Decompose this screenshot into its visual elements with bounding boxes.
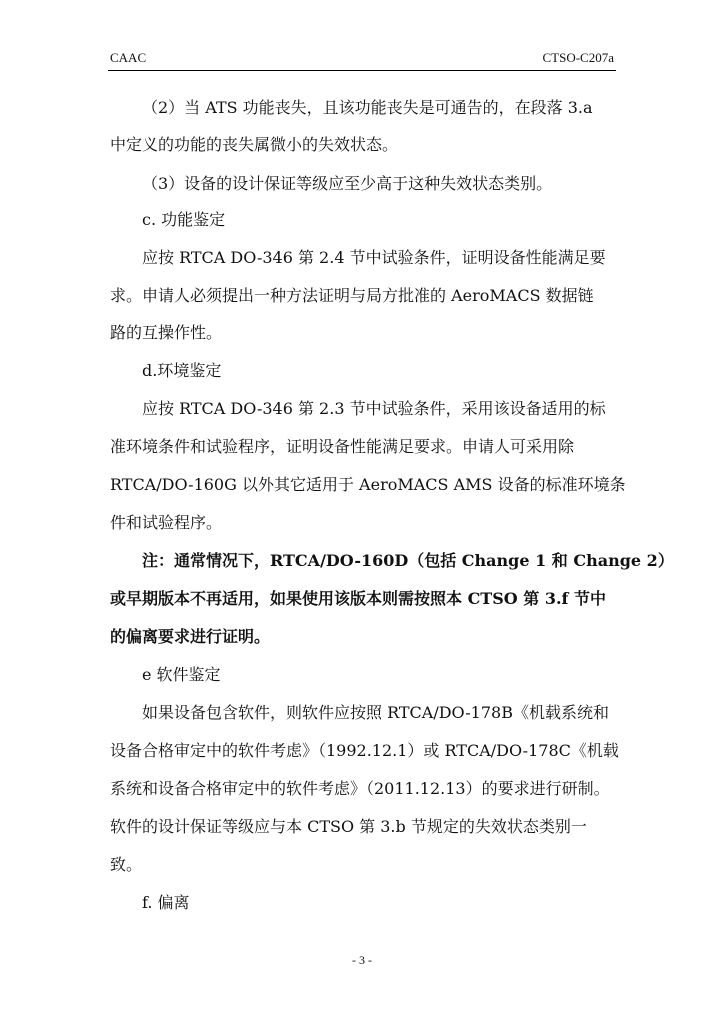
page-number: - 3 -	[352, 953, 372, 967]
paragraph-line: 应按 RTCA DO-346 第 2.3 节中试验条件，采用该设备适用的标	[142, 399, 606, 418]
paragraph-line: RTCA/DO-160G 以外其它适用于 AeroMACS AMS 设备的标准环境条	[110, 475, 626, 494]
paragraph-line: 设备合格审定中的软件考虑》（1992.12.1）或 RTCA/DO-178C《机载	[110, 741, 619, 760]
note-line: 注：通常情况下，RTCA/DO-160D（包括 Change 1 和 Change 2）	[142, 551, 674, 570]
paragraph-line: 应按 RTCA DO-346 第 2.4 节中试验条件，证明设备性能满足要	[142, 248, 606, 267]
section-heading: e 软件鉴定	[142, 665, 221, 684]
note-line: 或早期版本不再适用，如果使用该版本则需按照本 CTSO 第 3.f 节中	[110, 589, 607, 608]
section-heading: d.环境鉴定	[142, 361, 222, 380]
paragraph-line: 软件的设计保证等级应与本 CTSO 第 3.b 节规定的失效状态类别一	[110, 817, 587, 836]
paragraph-line: 中定义的功能的丧失属微小的失效状态。	[110, 135, 399, 154]
section-heading: c. 功能鉴定	[142, 210, 226, 229]
paragraph-line: 路的互操作性。	[110, 323, 223, 342]
paragraph-line: 准环境条件和试验程序，证明设备性能满足要求。申请人可采用除	[110, 437, 575, 456]
paragraph-line: 求。申请人必须提出一种方法证明与局方批准的 AeroMACS 数据链	[110, 286, 594, 305]
paragraph-line: （3）设备的设计保证等级应至少高于这种失效状态类别。	[142, 174, 553, 193]
paragraph-line: 如果设备包含软件，则软件应按照 RTCA/DO-178B《机载系统和	[142, 703, 609, 722]
header-left-label: CAAC	[110, 50, 147, 65]
note-line: 的偏离要求进行证明。	[110, 627, 271, 646]
paragraph-line: 件和试验程序。	[110, 513, 223, 532]
paragraph-line: 致。	[110, 855, 143, 874]
header-right-label: CTSO-C207a	[542, 50, 614, 65]
header-divider	[108, 70, 616, 71]
paragraph-line: 系统和设备合格审定中的软件考虑》（2011.12.13）的要求进行研制。	[110, 779, 610, 798]
paragraph-line: （2）当 ATS 功能丧失，且该功能丧失是可通告的，在段落 3.a	[142, 98, 593, 117]
section-heading: f. 偏离	[142, 893, 190, 912]
